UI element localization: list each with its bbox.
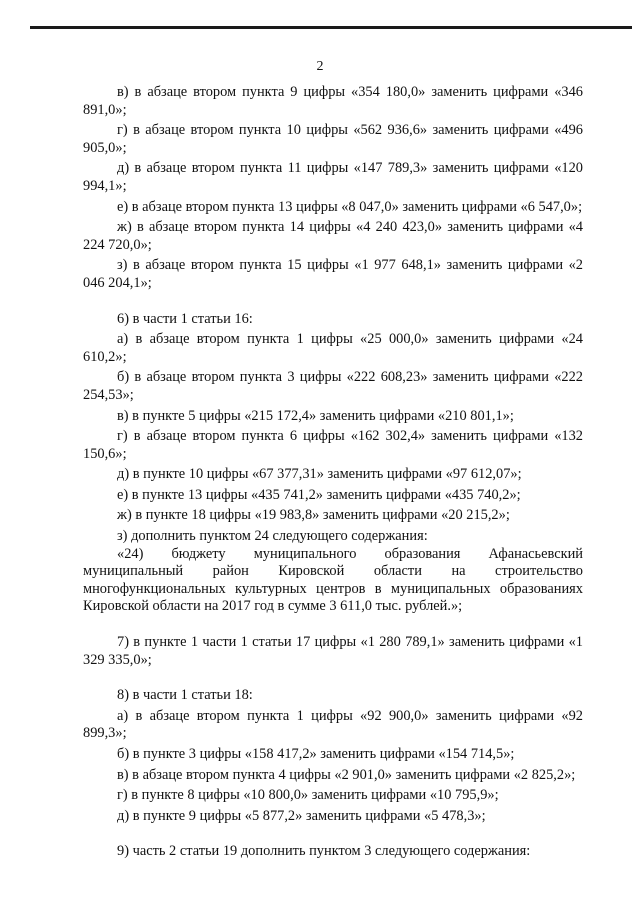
paragraph: в) в пункте 5 цифры «215 172,4» заменить цифрами «210 801,1»;: [117, 407, 514, 424]
paragraph: ж) в абзаце втором пункта 14 цифры «4 240 423,0» заменить цифрами «4 224 720,0»;: [83, 219, 583, 253]
document-body: [83, 84, 583, 861]
paragraph: д) в абзаце втором пункта 11 цифры «147 789,3» заменить цифрами «120 994,1»;: [83, 160, 583, 194]
paragraph: д) в пункте 9 цифры «5 877,2» заменить цифрами «5 478,3»;: [117, 807, 486, 824]
page-number: 2: [316, 59, 324, 74]
paragraph: б) в пункте 3 цифры «158 417,2» заменить цифрами «154 714,5»;: [117, 746, 515, 762]
paragraph: в) в абзаце втором пункта 4 цифры «2 901,0» заменить цифрами «2 825,2»;: [117, 766, 576, 783]
paragraph: 8) в части 1 статьи 18:: [117, 687, 253, 704]
top-rule: [30, 26, 632, 29]
paragraph: а) в абзаце втором пункта 1 цифры «92 900,0» заменить цифрами «92 899,3»;: [83, 707, 583, 742]
paragraph: 6) в части 1 статьи 16:: [117, 310, 253, 327]
paragraph: е) в абзаце втором пункта 13 цифры «8 047,0» заменить цифрами «6 547,0»;: [117, 198, 583, 215]
paragraph: г) в абзаце втором пункта 6 цифры «162 302,4» заменить цифрами «132 150,6»;: [83, 428, 583, 462]
paragraph: 7) в пункте 1 части 1 статьи 17 цифры «1 280 789,1» заменить цифрами «1 329 335,0»;: [83, 634, 583, 668]
paragraph: ж) в пункте 18 цифры «19 983,8» заменить цифрами «20 215,2»;: [117, 507, 510, 524]
paragraph: в) в абзаце втором пункта 9 цифры «354 180,0» заменить цифрами «346 891,0»;: [83, 84, 583, 118]
paragraph: з) в абзаце втором пункта 15 цифры «1 977 648,1» заменить цифрами «2 046 204,1»;: [83, 257, 583, 291]
paragraph: г) в абзаце втором пункта 10 цифры «562 936,6» заменить цифрами «496 905,0»;: [83, 122, 583, 156]
paragraph: г) в пункте 8 цифры «10 800,0» заменить цифрами «10 795,9»;: [117, 787, 499, 804]
quoted-paragraph: «24) бюджету муниципального образования Афанасьевский муниципальный район Кировской области на строительство многофункциональных культурных центров в муниципальных образованиях Кировской области на 2017 год в сумме 3 611,0 тыс. рублей.»;: [83, 545, 583, 615]
paragraph: а) в абзаце втором пункта 1 цифры «25 000,0» заменить цифрами «24 610,2»;: [83, 331, 583, 365]
paragraph: з) дополнить пунктом 24 следующего содержания:: [117, 528, 428, 545]
paragraph: д) в пункте 10 цифры «67 377,31» заменить цифрами «97 612,07»;: [117, 466, 522, 483]
paragraph: 9) часть 2 статьи 19 дополнить пунктом 3 следующего содержания:: [117, 843, 531, 860]
paragraph: б) в абзаце втором пункта 3 цифры «222 608,23» заменить цифрами «222 254,53»;: [83, 369, 583, 403]
paragraph: е) в пункте 13 цифры «435 741,2» заменить цифрами «435 740,2»;: [117, 486, 521, 503]
